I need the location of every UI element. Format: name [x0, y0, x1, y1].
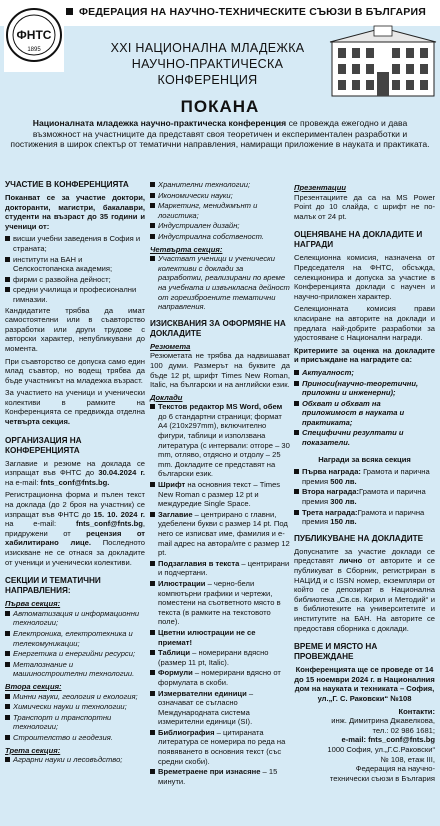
invitation-title: ПОКАНА [180, 97, 260, 116]
list-item: Измервателни единици – означават се съгласно Международната система измерителни единици (SI). [150, 689, 290, 727]
heading-participation: УЧАСТИЕ В КОНФЕРЕНЦИЯТА [5, 180, 129, 189]
paragraph: За участието на ученици и ученически колективи в рамките на Конференцията се предвижда отделна четвърта секция. [5, 388, 145, 427]
papers-label: Доклади [150, 392, 183, 402]
list-item: Маркетинг, мениджмънт и логистика; [150, 201, 290, 220]
conference-title: XXI НАЦИОНАЛНА МЛАДЕЖКА НАУЧНО-ПРАКТИЧЕСКА КОНФЕРЕНЦИЯ [110, 41, 305, 87]
list-item: Текстов редактор MS Word, обем до 6 стандартни страници; формат А4 (210x297mm), включително фигури, таблици и използвана литература (с интервали: отгоре – 30 mm, отляво, отдясно и отдолу – 25 mm. Докладите се представят на български език. [150, 402, 290, 479]
intro-text: Националната младежка научно-практическа конференция се провежда ежегодно и дава възможност на участниците да представят своя теоретичен и експериментален разработки и постижения в широк спектър от тематични направления, намиращи приложение в науката и практиката. [10, 118, 430, 150]
heading-requirements: ИЗИСКВАНИЯ ЗА ОФОРМЯНЕ НА ДОКЛАДИТЕ [150, 318, 286, 338]
svg-text:ФНТС: ФНТС [16, 28, 52, 42]
section-1-label: Първа секция: [5, 599, 61, 609]
list-item: Транспорт и транспортни технологии; [5, 713, 145, 732]
list-item: Шрифт на основния текст – Times New Roman с размер 12 pt и междуредие Single Space. [150, 480, 290, 509]
section-2-label: Втора секция: [5, 681, 62, 691]
list-item: средни училища и професионални гимназии. [5, 285, 145, 304]
contact-email[interactable]: e-mail: fnts_conf@fnts.bg [341, 735, 435, 745]
award-item: Първа награда: Грамота и парична премия 500 лв. [294, 467, 435, 486]
award-item: Втора награда:Грамота и парична премия 300 лв. [294, 487, 435, 506]
list-item: Участват ученици и ученически колективи с доклади за разработки, реализирани по време на учебната и извънкласна дейност от гореизброените тематични направления. [150, 254, 290, 312]
column-1 [5, 180, 145, 766]
list-item: Формули – номерирани вдясно от формулата в скоби. [150, 668, 290, 687]
paragraph: Презентациите да са на MS Power Point до 10 слайда, с шрифт не по-малък от 24 pt. [294, 192, 435, 221]
list-item: Обхват и обхват на приложимост в науката и практиката; [294, 399, 435, 428]
paragraph: Заглавие и резюме на доклада се изпращат във ФНТС до 30.04.2024 г. на e-mail: fnts_conf@fnts.bg. [5, 458, 145, 487]
fnts-logo [4, 2, 64, 72]
svg-text:1895: 1895 [27, 47, 41, 53]
contacts-block [294, 707, 435, 784]
list-item: Индустриален дизайн; [150, 221, 290, 231]
list-item: Приноси(научно-теоретични, приложни и инженерни); [294, 379, 435, 398]
contact-phone: тел.: 02 986 1681; [372, 725, 435, 735]
list-item: Строителство и геодезия. [5, 733, 145, 743]
paragraph: Регистрационна форма и пълен текст на доклада (до 2 броя на участник) се изпращат във ФНТС до 15. 10. 2024 г. на e-mail: fnts_conf@fnts.bg, придружени от рецензия от хабилитирано лице. Последното изискване не се отнася за докладите от ученици и ученически колективи. [5, 490, 145, 567]
award-item: Трета награда:Грамота и парична премия 150 лв. [294, 508, 435, 527]
section-4-label: Четвърта секция: [150, 244, 223, 254]
federation-name: ФЕДЕРАЦИЯ НА НАУЧНО-ТЕХНИЧЕСКИТЕ СЪЮЗИ В БЪЛГАРИЯ [66, 6, 426, 18]
contact-line: инж. Димитрина Джавелкова, [331, 716, 435, 726]
awards-heading: Награди за всяка секция [318, 454, 411, 464]
list-item: фирми с развойна дейност; [5, 275, 145, 285]
column-3 [294, 180, 435, 783]
section-3-label: Трета секция: [5, 745, 61, 755]
list-item: Таблици – номерирани вдясно (размер 11 pt, Italic). [150, 648, 290, 667]
email-link[interactable]: fnts_conf@fnts.bg [75, 519, 143, 529]
list-item: Аграрни науки и лесовъдство; [5, 755, 145, 765]
list-item: Времетраене при изнасяне – 15 минути. [150, 767, 290, 786]
list-item: Подзаглавия в текста – центрирани и подчертани. [150, 559, 290, 578]
list-item: Автоматизация и информационни технологии; [5, 609, 145, 628]
time-place-text: Конференцията ще се проведе от 14 до 15 ноември 2024 г. в Националния дом на науката и техниката – София, ул.„Г. С. Раковски“ №108 [294, 665, 435, 703]
list-item: Индустриална собственост. [150, 232, 290, 242]
heading-time-place: ВРЕМЕ И МЯСТО НА ПРОВЕЖДАНЕ [294, 642, 378, 662]
participants-text: Поканват се за участие доктори, докторанти, магистри, бакалаври, студенти на възраст до 35 години и ученици от: [5, 193, 145, 231]
paragraph: Критериите за оценка на докладите и присъждане на наградите са: [294, 345, 435, 365]
list-item: Актуалност; [294, 368, 435, 378]
list-item: Специфични резултати и показатели. [294, 428, 435, 447]
paragraph: При съавторство се допуска само един млад съавтор, но водещ трябва да бъде участникът на младежка възраст. [5, 356, 145, 385]
list-item: Минни науки, геология и екология; [5, 692, 145, 702]
contact-line: Федерация на научно- [355, 764, 435, 774]
heading-publication: ПУБЛИКУВАНЕ НА ДОКЛАДИТЕ [294, 533, 424, 543]
list-item: Металознание и машиностроителни технологии. [5, 660, 145, 679]
list-item: Цветни илюстрации не се приемат! [150, 628, 290, 647]
presentations-label: Презентации [294, 183, 347, 192]
contact-line: № 108, етаж III, [380, 754, 435, 764]
paragraph: Резюметата не трябва да надвишават 100 думи. Размерът на буквите да бъде 12 pt, шрифт Times New Roman, Italic, на български и на английски език. [150, 351, 290, 390]
list-item: институти на БАН и Селскостопанска академия; [5, 255, 145, 274]
list-item: Заглавие – центрирано с главни, удебелени букви с размер 14 pt. Под него се изписват име, фамилия и e-mail адрес на автора/ите с размер 12 pt. [150, 510, 290, 558]
heading-organization: ОРГАНИЗАЦИЯ НА КОНФЕРЕНЦИЯТА [5, 435, 82, 455]
building-illustration [328, 24, 438, 98]
column-2 [150, 180, 290, 787]
contact-line: 1000 София, ул.„Г.С.Раковски“ [327, 744, 435, 754]
list-item: Химически науки и технологии; [5, 702, 145, 712]
paragraph: Селекционна комисия, назначена от Председателя на ФНТС, обсъжда, селекционира и допуска за участие в Конференцията доклади с научен и научно-приложен характер. [294, 253, 435, 301]
contact-line: технически съюзи в България [329, 773, 435, 783]
list-item: Илюстрации – черно-бели компютърни графики и чертежи, поместени на съответното място в текста (в рамките на текстовото поле). [150, 579, 290, 627]
heading-evaluation: ОЦЕНЯВАНЕ НА ДОКЛАДИТЕ И НАГРАДИ [294, 230, 423, 250]
heading-sections: СЕКЦИИ И ТЕМАТИЧНИ НАПРАВЛЕНИЯ: [5, 576, 101, 596]
contacts-heading: Контакти: [398, 706, 435, 716]
paragraph: Допуснатите за участие доклади се представят лично от авторите и се публикуват в Сборник, регистриран в НАЦИД и с ISSN номер, екземпляри от който се депозират в Национална библиотека „Св.св. Кирил и Методий“ и в библиотеките на университетите и институтите на БАН. На авторите се предоставя сборника с доклади. [294, 546, 435, 633]
list-item: Библиография – цитираната литература се номерира по реда на появяването в основния текст (със средни скоби). [150, 728, 290, 766]
list-item: висши учебни заведения в София и страната; [5, 234, 145, 253]
list-item: Хранителни технологии; [150, 180, 290, 190]
list-item: Електроника, електротехника и телекомуникации; [5, 629, 145, 648]
abstracts-label: Резюмета [150, 341, 191, 351]
list-item: Енергетика и енергийни ресурси; [5, 649, 145, 659]
paragraph: Кандидатите трябва да имат самостоятелни или в съавторство разработки или други трудове с авторски характер, непубликувани до момента. [5, 305, 145, 353]
institutions-list [5, 234, 145, 304]
paragraph: Селекционната комисия прави класиране на авторите на доклади и предлага най-добрите разработки за удостояване с Национални награди. [294, 304, 435, 343]
email-link[interactable]: fnts_conf@fnts.bg. [40, 477, 110, 487]
list-item: Икономически науки; [150, 191, 290, 201]
